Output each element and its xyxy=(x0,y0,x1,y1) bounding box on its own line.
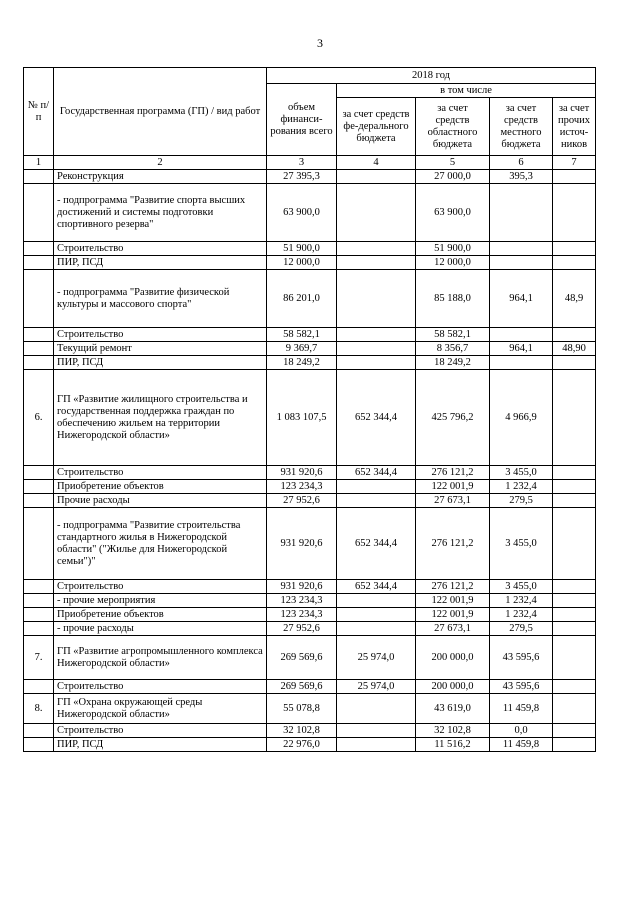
value-total: 931 920,6 xyxy=(267,508,337,580)
value-total: 51 900,0 xyxy=(267,242,337,256)
table-row xyxy=(24,342,596,356)
value-other xyxy=(553,184,596,242)
value-other xyxy=(553,694,596,724)
value-regional: 200 000,0 xyxy=(416,680,490,694)
row-name: Строительство xyxy=(54,328,267,342)
table-row xyxy=(24,724,596,738)
value-local: 4 966,9 xyxy=(490,370,553,466)
row-name: ПИР, ПСД xyxy=(54,738,267,752)
value-local xyxy=(490,242,553,256)
row-number: 8. xyxy=(24,694,54,724)
value-federal xyxy=(337,170,416,184)
value-other xyxy=(553,738,596,752)
row-number xyxy=(24,594,54,608)
value-local: 11 459,8 xyxy=(490,738,553,752)
table-row xyxy=(24,694,596,724)
value-local: 279,5 xyxy=(490,622,553,636)
value-local: 1 232,4 xyxy=(490,608,553,622)
value-local: 43 595,6 xyxy=(490,636,553,680)
value-other xyxy=(553,508,596,580)
row-number: 7. xyxy=(24,636,54,680)
value-regional: 276 121,2 xyxy=(416,580,490,594)
value-federal xyxy=(337,594,416,608)
value-local: 964,1 xyxy=(490,270,553,328)
value-other: 48,90 xyxy=(553,342,596,356)
header-col-total: объем финанси-рования всего xyxy=(267,84,337,156)
value-other xyxy=(553,466,596,480)
value-regional: 200 000,0 xyxy=(416,636,490,680)
value-local: 279,5 xyxy=(490,494,553,508)
value-local: 964,1 xyxy=(490,342,553,356)
value-local: 11 459,8 xyxy=(490,694,553,724)
header-col-other: за счет прочих источ-ников xyxy=(553,98,596,156)
value-regional: 276 121,2 xyxy=(416,508,490,580)
financing-table xyxy=(23,67,596,752)
value-local: 0,0 xyxy=(490,724,553,738)
value-regional: 27 673,1 xyxy=(416,622,490,636)
value-federal xyxy=(337,738,416,752)
value-local: 395,3 xyxy=(490,170,553,184)
row-number xyxy=(24,184,54,242)
row-name: Текущий ремонт xyxy=(54,342,267,356)
row-number xyxy=(24,480,54,494)
value-local xyxy=(490,328,553,342)
value-regional: 276 121,2 xyxy=(416,466,490,480)
value-total: 269 569,6 xyxy=(267,636,337,680)
header-col-program: Государственная программа (ГП) / вид работ xyxy=(54,68,267,156)
row-name: - подпрограмма "Развитие спорта высших достижений и системы подготовки спортивного резерва" xyxy=(54,184,267,242)
header-col-regional: за счет средств областного бюджета xyxy=(416,98,490,156)
value-federal xyxy=(337,694,416,724)
table-row xyxy=(24,466,596,480)
value-total: 58 582,1 xyxy=(267,328,337,342)
value-total: 269 569,6 xyxy=(267,680,337,694)
value-federal xyxy=(337,328,416,342)
row-name: - прочие расходы xyxy=(54,622,267,636)
header-index-cell: 6 xyxy=(490,156,553,170)
value-local: 3 455,0 xyxy=(490,508,553,580)
value-regional: 18 249,2 xyxy=(416,356,490,370)
value-regional: 51 900,0 xyxy=(416,242,490,256)
value-other xyxy=(553,724,596,738)
value-regional: 32 102,8 xyxy=(416,724,490,738)
value-total: 27 395,3 xyxy=(267,170,337,184)
table-row xyxy=(24,738,596,752)
row-number xyxy=(24,466,54,480)
table-row xyxy=(24,356,596,370)
value-total: 63 900,0 xyxy=(267,184,337,242)
value-federal xyxy=(337,356,416,370)
row-number xyxy=(24,270,54,328)
value-regional: 122 001,9 xyxy=(416,608,490,622)
table-row xyxy=(24,370,596,466)
value-total: 123 234,3 xyxy=(267,594,337,608)
row-number: 6. xyxy=(24,370,54,466)
value-other xyxy=(553,370,596,466)
row-name: Приобретение объектов xyxy=(54,608,267,622)
table-row xyxy=(24,328,596,342)
header-col-num: № п/п xyxy=(24,68,54,156)
row-name: Строительство xyxy=(54,724,267,738)
value-total: 123 234,3 xyxy=(267,608,337,622)
row-number xyxy=(24,356,54,370)
value-other xyxy=(553,594,596,608)
value-other: 48,9 xyxy=(553,270,596,328)
value-federal xyxy=(337,494,416,508)
value-total: 931 920,6 xyxy=(267,466,337,480)
table-row xyxy=(24,170,596,184)
value-total: 22 976,0 xyxy=(267,738,337,752)
value-regional: 12 000,0 xyxy=(416,256,490,270)
value-local: 3 455,0 xyxy=(490,580,553,594)
value-federal xyxy=(337,480,416,494)
header-including: в том числе xyxy=(337,84,596,98)
header-index-cell: 5 xyxy=(416,156,490,170)
table-row xyxy=(24,680,596,694)
header-col-federal: за счет средств фе-дерального бюджета xyxy=(337,98,416,156)
value-federal xyxy=(337,256,416,270)
value-other xyxy=(553,636,596,680)
value-other xyxy=(553,170,596,184)
value-local xyxy=(490,256,553,270)
value-regional: 63 900,0 xyxy=(416,184,490,242)
row-number xyxy=(24,494,54,508)
row-name: Прочие расходы xyxy=(54,494,267,508)
value-total: 1 083 107,5 xyxy=(267,370,337,466)
row-number xyxy=(24,242,54,256)
value-regional: 27 673,1 xyxy=(416,494,490,508)
row-number xyxy=(24,622,54,636)
row-name: Строительство xyxy=(54,466,267,480)
table-row xyxy=(24,184,596,242)
value-other xyxy=(553,494,596,508)
value-federal xyxy=(337,270,416,328)
header-index-cell: 7 xyxy=(553,156,596,170)
value-federal xyxy=(337,608,416,622)
value-federal: 652 344,4 xyxy=(337,580,416,594)
value-federal xyxy=(337,622,416,636)
value-other xyxy=(553,356,596,370)
value-regional: 425 796,2 xyxy=(416,370,490,466)
row-name: Строительство xyxy=(54,242,267,256)
value-total: 18 249,2 xyxy=(267,356,337,370)
table-row xyxy=(24,256,596,270)
value-federal xyxy=(337,724,416,738)
table-row xyxy=(24,494,596,508)
row-number xyxy=(24,256,54,270)
row-name: Строительство xyxy=(54,680,267,694)
value-total: 55 078,8 xyxy=(267,694,337,724)
table-row xyxy=(24,270,596,328)
header-index-cell: 4 xyxy=(337,156,416,170)
table-row xyxy=(24,622,596,636)
table-row xyxy=(24,580,596,594)
value-local: 3 455,0 xyxy=(490,466,553,480)
value-total: 123 234,3 xyxy=(267,480,337,494)
value-local: 1 232,4 xyxy=(490,480,553,494)
header-col-local: за счет средств местного бюджета xyxy=(490,98,553,156)
value-total: 32 102,8 xyxy=(267,724,337,738)
row-number xyxy=(24,342,54,356)
table-row xyxy=(24,608,596,622)
row-name: ПИР, ПСД xyxy=(54,356,267,370)
value-total: 9 369,7 xyxy=(267,342,337,356)
value-federal: 25 974,0 xyxy=(337,636,416,680)
value-regional: 58 582,1 xyxy=(416,328,490,342)
value-regional: 122 001,9 xyxy=(416,480,490,494)
value-regional: 122 001,9 xyxy=(416,594,490,608)
header-index-row xyxy=(24,156,596,170)
value-local xyxy=(490,356,553,370)
value-other xyxy=(553,480,596,494)
row-number xyxy=(24,170,54,184)
value-federal xyxy=(337,342,416,356)
value-local: 43 595,6 xyxy=(490,680,553,694)
row-name: - прочие мероприятия xyxy=(54,594,267,608)
value-total: 27 952,6 xyxy=(267,622,337,636)
header-year: 2018 год xyxy=(267,68,596,84)
header-index-cell: 1 xyxy=(24,156,54,170)
row-name: - подпрограмма "Развитие физической культуры и массового спорта" xyxy=(54,270,267,328)
row-name: Приобретение объектов xyxy=(54,480,267,494)
page-number: 3 xyxy=(317,36,323,50)
row-name: Строительство xyxy=(54,580,267,594)
header-index-cell: 3 xyxy=(267,156,337,170)
value-federal: 652 344,4 xyxy=(337,370,416,466)
row-name: ГП «Охрана окружающей среды Нижегородской области» xyxy=(54,694,267,724)
value-total: 27 952,6 xyxy=(267,494,337,508)
table-row xyxy=(24,636,596,680)
value-regional: 11 516,2 xyxy=(416,738,490,752)
value-other xyxy=(553,256,596,270)
value-federal xyxy=(337,242,416,256)
value-other xyxy=(553,580,596,594)
row-number xyxy=(24,724,54,738)
value-federal: 25 974,0 xyxy=(337,680,416,694)
table-row xyxy=(24,480,596,494)
value-regional: 8 356,7 xyxy=(416,342,490,356)
value-other xyxy=(553,622,596,636)
row-number xyxy=(24,508,54,580)
value-federal: 652 344,4 xyxy=(337,508,416,580)
value-regional: 85 188,0 xyxy=(416,270,490,328)
table-row xyxy=(24,508,596,580)
row-number xyxy=(24,580,54,594)
row-name: - подпрограмма "Развитие строительства стандартного жилья в Нижегородской области" ("Жилье для Нижегородской семьи")" xyxy=(54,508,267,580)
row-number xyxy=(24,608,54,622)
row-number xyxy=(24,680,54,694)
value-other xyxy=(553,608,596,622)
value-regional: 27 000,0 xyxy=(416,170,490,184)
value-total: 931 920,6 xyxy=(267,580,337,594)
table-row xyxy=(24,594,596,608)
row-name: ПИР, ПСД xyxy=(54,256,267,270)
value-federal xyxy=(337,184,416,242)
row-number xyxy=(24,738,54,752)
table-row xyxy=(24,242,596,256)
value-other xyxy=(553,242,596,256)
row-number xyxy=(24,328,54,342)
row-name: ГП «Развитие жилищного строительства и государственная поддержка граждан по обеспечению жильем на территории Нижегородской области» xyxy=(54,370,267,466)
value-federal: 652 344,4 xyxy=(337,466,416,480)
value-total: 86 201,0 xyxy=(267,270,337,328)
header-index-cell: 2 xyxy=(54,156,267,170)
value-other xyxy=(553,328,596,342)
value-local: 1 232,4 xyxy=(490,594,553,608)
row-name: Реконструкция xyxy=(54,170,267,184)
row-name: ГП «Развитие агропромышленного комплекса Нижегородской области» xyxy=(54,636,267,680)
value-regional: 43 619,0 xyxy=(416,694,490,724)
value-total: 12 000,0 xyxy=(267,256,337,270)
value-local xyxy=(490,184,553,242)
value-other xyxy=(553,680,596,694)
